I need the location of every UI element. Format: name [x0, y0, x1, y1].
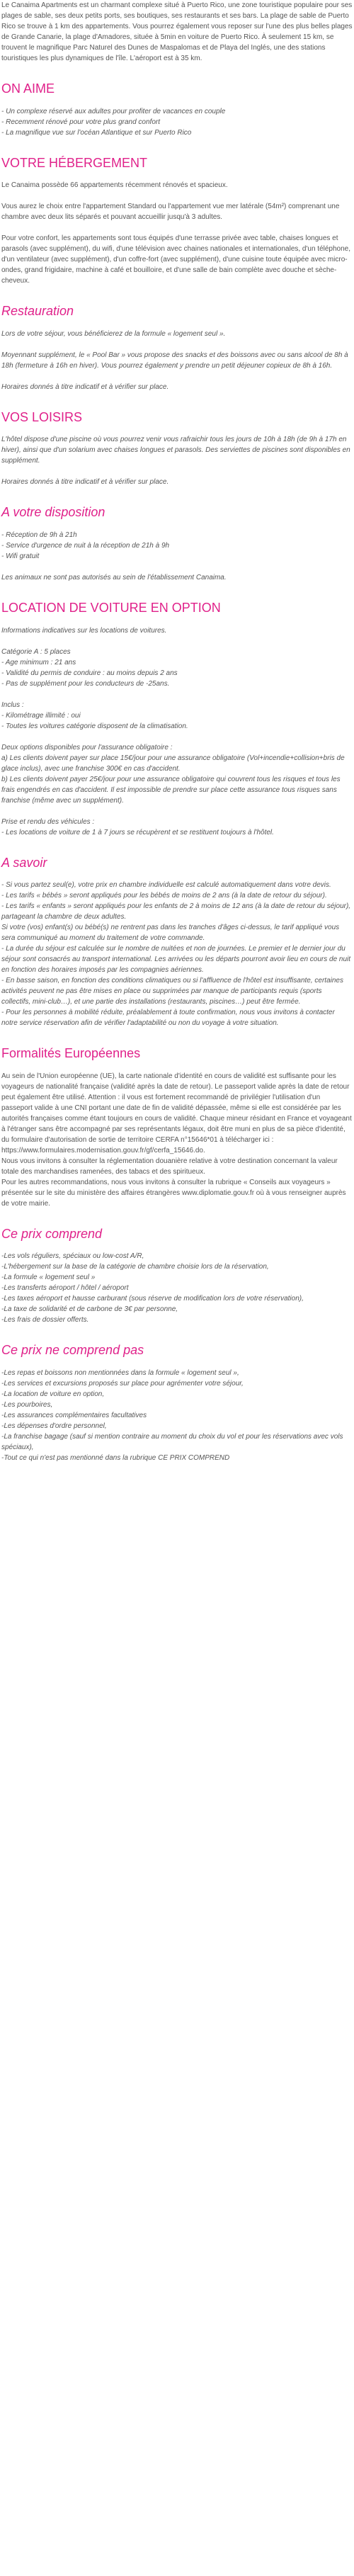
- section-8: [1, 1227, 353, 1326]
- paragraph-gap: [1, 636, 353, 647]
- paragraph-gap: [1, 732, 353, 742]
- section-paragraph: - Si vous partez seul(e), votre prix en chambre individuelle est calculé automatiquement dans votre devis. - Les tarifs « bébés » seront appliqués pour les bébés de moins de 2 ans (à la date de retour du séjour). - Les tarifs « enfants » seront appliqués pour les enfants de 2 à moins de 12 ans (à la date de retour du séjour), partageant la chambre de deux adultes. Si votre (vos) enfant(s) ou bébé(s) ne rentrent pas dans les tranches d'âges ci-dessus, le tarif appliqué vous sera communiqué au moment du traitement de votre commande. - La durée du séjour est calculée sur le nombre de nuitées et non de journées. Le premier et le dernier jour du séjour sont consacrés au transport international. Les arrivées ou les départs pourront avoir lieu en cours de nuit en fonction des horaires imposés par les compagnies aériennes. - En basse saison, en fonction des conditions climatiques ou si l'affluence de l'hôtel est insuffisante, certaines activités peuvent ne pas être mises en place ou supprimées par manque de participants requis (sports collectifs, mini-club…), et une partie des installations (restaurants, piscines…) peut être fermée. - Pour les personnes à mobilité réduite, préalablement à toute confirmation, nous vous invitons à contacter notre service réservation afin de vérifier l'adaptabilité ou non du voyage à votre situation.: [1, 881, 351, 1028]
- section-9: [1, 1343, 353, 1463]
- paragraph-gap: [1, 371, 353, 382]
- paragraph-gap: [1, 466, 353, 477]
- section-4: [1, 505, 353, 583]
- paragraph-gap: [1, 689, 353, 700]
- section-paragraph: -Les repas et boissons non mentionnées dans la formule « logement seul », -Les services et excursions proposés sur place pour agrémenter votre séjour, -La location de voiture en option, -Les pourboires, -Les assurances complémentaires facultatives -Les dépenses d'ordre personnel, -La franchise bagage (sauf si mention contraire au moment du choix du vol et pour les réservations avec vols spéciaux), -Tout ce qui n'est pas mentionné dans la rubrique CE PRIX COMPREND: [1, 1368, 343, 1462]
- section-paragraph: Pour votre confort, les appartements sont tous équipés d'une terrasse privée avec table, chaises longues et parasols (avec supplément), du wifi, d'une télévision avec chaines nationales et internationales, d'un téléphone, d'un ventilateur (avec supplément), d'un coffre-fort (avec supplément), d'une cuisine toute équipée avec micro-ondes, grand frigidaire, machine à café et bouilloire, et d'une salle de bain complète avec douche et sèche-cheveux.: [1, 234, 351, 285]
- content-sections: [1, 81, 353, 1463]
- section-paragraph: Deux options disponibles pour l'assurance obligatoire : a) Les clients doivent payer sur place 15€/jour pour une assurance obligatoire (Vol+incendie+collision+bris de glace inclus), avec une franchise 300€ en cas d'accident. b) Les clients doivent payer 25€/jour pour une assurance obligatoire qui couvrent tous les risques et tous les frais engendrés en cas d'accident. Il est impossible de prendre sur place cette assurance tous risques sans franchise (même avec un supplément).: [1, 743, 345, 805]
- paragraph-gap: [1, 191, 353, 201]
- section-paragraph: Prise et rendu des véhicules : - Les locations de voiture de 1 à 7 jours se récupèrent et se restituent toujours à l'hôtel.: [1, 817, 274, 836]
- paragraph-gap: [1, 339, 353, 350]
- section-title: A votre disposition: [1, 505, 105, 520]
- section-title: ON AIME: [1, 81, 55, 96]
- section-3: [1, 410, 353, 488]
- section-paragraph: -Les vols réguliers, spéciaux ou low-cost A/R, -L'hébergement sur la base de la catégorie de chambre choisie lors de la réservation, -La formule « logement seul » -Les transferts aéroport / hôtel / aéroport -Les taxes aéroport et hausse carburant (sous réserve de modification lors de votre réservation), -La taxe de solidarité et de carbone de 3€ par personne, -Les frais de dossier offerts.: [1, 1252, 304, 1324]
- section-0: [1, 81, 353, 138]
- section-paragraph: Horaires donnés à titre indicatif et à vérifier sur place.: [1, 382, 169, 391]
- section-title: VOS LOISIRS: [1, 409, 83, 424]
- section-paragraph: Les animaux ne sont pas autorisés au sein de l'établissement Canaima.: [1, 573, 227, 581]
- section-paragraph: Horaires donnés à titre indicatif et à vérifier sur place.: [1, 478, 169, 487]
- section-paragraph: Moyennant supplément, le « Pool Bar » vous propose des snacks et des boissons avec ou sans alcool de 8h à 18h (fermeture à 16h en hiver). Vous pourrez également y prendre un petit déjeuner copieux de 8h à 16h.: [1, 351, 348, 370]
- paragraph-gap: [1, 562, 353, 572]
- section-paragraph: Au sein de l'Union européenne (UE), la carte nationale d'identité en cours de validité est suffisante pour les voyageurs de nationalité française (validité après la date de retour). Le passeport valide après la date de retour peut également être utilisé. Attention : il vous est fortement recommandé de privilégier l'utilisation d'un passeport valide à une CNI portant une date de fin de validité dépassée, même si elle est considérée par les autorités françaises comme étant toujours en cours de validité. Chaque mineur résidant en France et voyageant à l'étranger sans être accompagné par ses représentants légaux, doit être muni en plus de sa pièce d'identité, du formulaire d'autorisation de sortie de territoire CERFA n°15646*01 à télécharger ici : https://www.formulaires.modernisation.gouv.fr/gf/cerfa_15646.do. Nous vous invitons à consulter la réglementation douanière relative à votre destination concernant la valeur totale des marchandises ramenées, des tabacs et des spiritueux. Pour les autres recommandations, nous vous invitons à consulter la rubrique « Conseils aux voyageurs » présentée sur le site du ministère des affaires étrangères www.diplomatie.gouv.fr où à vous renseigner auprès de votre mairie.: [1, 1072, 352, 1208]
- section-paragraph: Le Canaima possède 66 appartements récemment rénovés et spacieux.: [1, 181, 228, 190]
- section-1: [1, 156, 353, 287]
- section-paragraph: L'hôtel dispose d'une piscine où vous pourrez venir vous rafraichir tous les jours de 10h à 18h (de 9h à 17h en hiver), ainsi que d'un solarium avec chaises longues et parasols. Des serviettes de piscines sont disponibles en supplément.: [1, 436, 350, 465]
- intro-section: [1, 0, 353, 64]
- section-paragraph: - Un complexe réservé aux adultes pour profiter de vacances en couple - Recemment rénové pour votre plus grand confort - La magnifique vue sur l'océan Atlantique et sur Puerto Rico: [1, 107, 226, 137]
- paragraph-gap: [1, 806, 353, 817]
- section-title: LOCATION DE VOITURE EN OPTION: [1, 600, 221, 615]
- intro-text: Le Canaima Apartments est un charmant complexe situé à Puerto Rico, une zone touristique populaire pour ses plages de sable, ses deux petits ports, ses boutiques, ses restaurants et ses bars. La plage de sable de Puerto Rico se trouve à 1 km des appartements. Vous pourrez également vous reposer sur l'une des plus belles plages de Grande Canarie, la plage d'Amadores, située à 5min en voiture de Puerto Rico. À seulement 15 km, se trouvent le magnifique Parc Naturel des Dunes de Maspalomas et de Playa del Inglés, une des stations touristiques les plus dynamiques de l'île. L'aéroport est à 35 km.: [1, 1, 353, 62]
- section-paragraph: Vous aurez le choix entre l'appartement Standard ou l'appartement vue mer latérale (54m²) comprenant une chambre avec deux lits séparés et pouvant accueillir jusqu'à 3 adultes.: [1, 203, 340, 222]
- section-paragraph: - Réception de 9h à 21h - Service d'urgence de nuit à la réception de 21h à 9h - Wifi gratuit: [1, 530, 170, 560]
- section-7: [1, 1046, 353, 1209]
- section-6: [1, 856, 353, 1029]
- section-title: Restauration: [1, 304, 74, 319]
- section-title: Ce prix ne comprend pas: [1, 1343, 144, 1358]
- section-paragraph: Inclus : - Kilométrage illimité : oui - Toutes les voitures catégorie disposent de la climatisation.: [1, 700, 188, 730]
- section-5: [1, 601, 353, 838]
- section-paragraph: Lors de votre séjour, vous bénéficierez de la formule « logement seul ».: [1, 329, 226, 338]
- section-title: VOTRE HÉBERGEMENT: [1, 155, 148, 170]
- section-title: A savoir: [1, 855, 47, 870]
- section-paragraph: Informations indicatives sur les locations de voitures.: [1, 626, 167, 635]
- section-title: Ce prix comprend: [1, 1226, 103, 1241]
- section-paragraph: Catégorie A : 5 places - Age minimum : 21 ans - Validité du permis de conduire : au moins depuis 2 ans - Pas de supplément pour les conducteurs de -25ans.: [1, 647, 178, 688]
- section-2: [1, 304, 353, 392]
- paragraph-gap: [1, 222, 353, 233]
- section-title: Formalités Européennes: [1, 1046, 141, 1061]
